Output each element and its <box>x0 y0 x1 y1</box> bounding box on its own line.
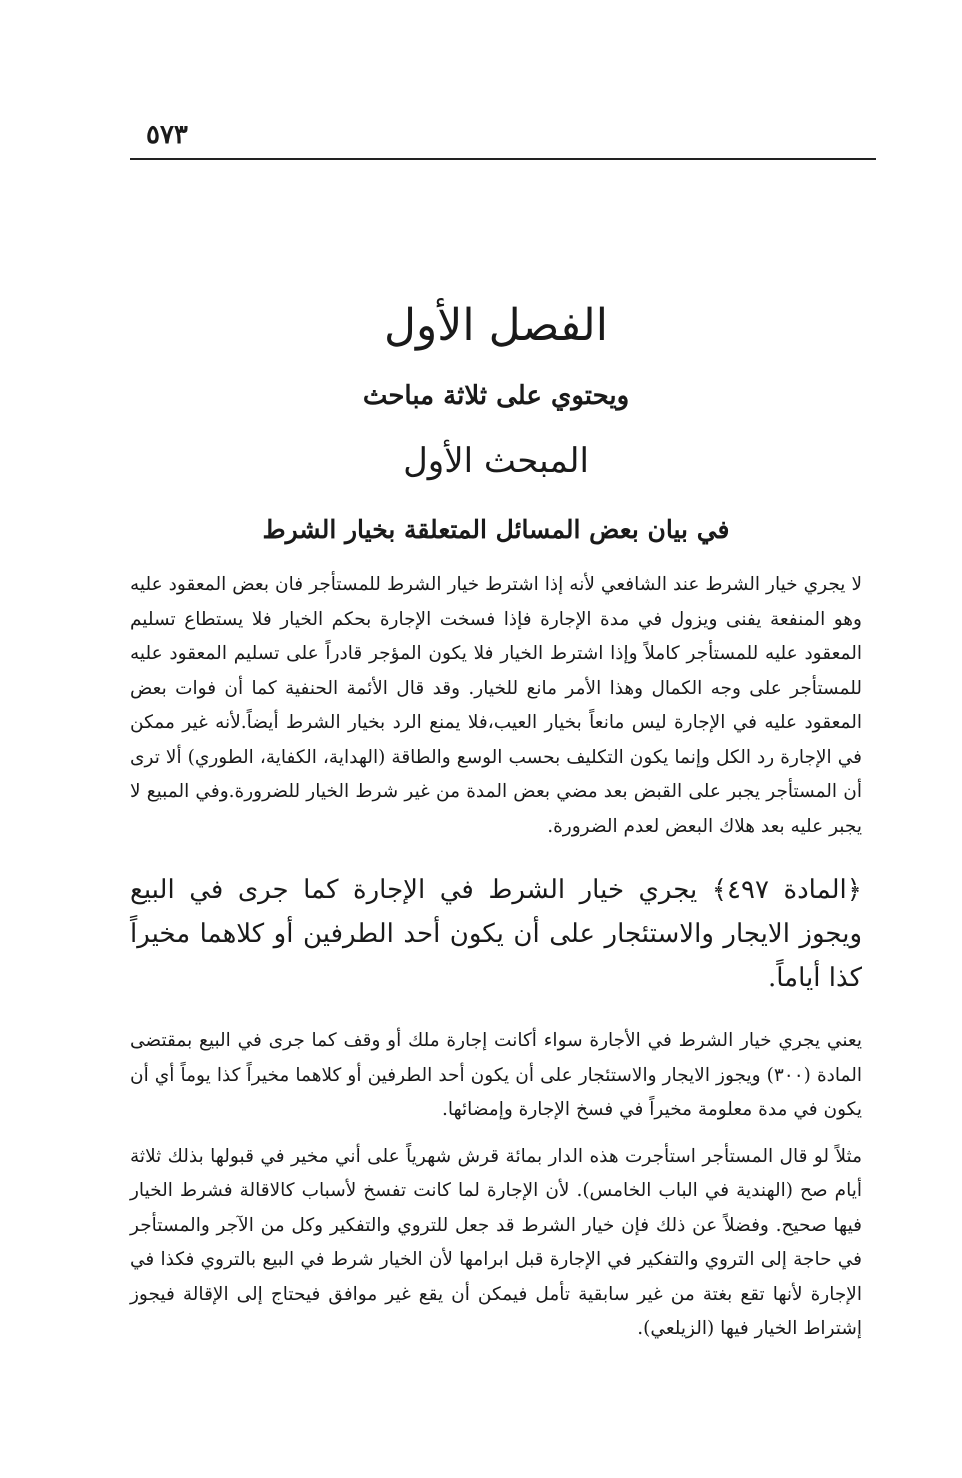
page-content <box>130 300 862 1371</box>
chapter-subtitle: ويحتوي على ثلاثة مباحث <box>362 381 630 411</box>
section-heading: في بيان بعض المسائل المتعلقة بخيار الشرط <box>262 515 730 544</box>
section-title: المبحث الأول <box>403 441 589 481</box>
explanation-paragraph: يعني يجري خيار الشرط في الأجارة سواء أكانت إجارة ملك أو وقف كما جرى في البيع بمقتضى المادة (٣٠٠) ويجوز الايجار والاستئجار على أن يكون أحد الطرفين أو كلاهما مخيراً كذا يوماً أي أن يكون في مدة معلومة مخيراً في فسخ الإجارة وإمضائها. <box>130 1030 863 1120</box>
page-number: ٥٧٣ <box>146 120 188 150</box>
article-497: ﴿المادة ٤٩٧﴾ يجري خيار الشرط في الإجارة كما جرى في البيع ويجوز الايجار والاستئجار على أن يكون أحد الطرفين أو كلاهما مخيراً كذا أياماً. <box>130 875 862 993</box>
example-paragraph: مثلاً لو قال المستأجر استأجرت هذه الدار بمائة قرش شهرياً على أني مخير في قبولها بذلك ثلاثة أيام صح (الهندية في الباب الخامس). لأن الإجارة لما كانت تفسخ لأسباب كالاقالة فشرط الخيار فيها صحيح. وفضلاً عن ذلك فإن خيار الشرط قد جعل للتروي والتفكير وكل من الآجر والمستأجر في حاجة إلى التروي والتفكير في الإجارة قبل ابرامها لأن الخيار شرط في البيع بالتروي فكذا في الإجارة لأنها تقع بغتة من غير سابقية تأمل فيمكن أن يقع غير موافق فيحتاج إلى الإقالة فيجوز إشتراط الخيار فيها (الزيلعي). <box>130 1145 862 1339</box>
chapter-title: الفصل الأول <box>384 300 608 351</box>
intro-paragraph: لا يجري خيار الشرط عند الشافعي لأنه إذا اشترط خيار الشرط للمستأجر فان بعض المعقود عليه وهو المنفعة يفنى ويزول في مدة الإجارة فإذا فسخت الإجارة بحكم الخيار فلا يستطاع تسليم المعقود عليه للمستأجر كاملاً وإذا اشترط الخيار فلا يكون المؤجر قادراً على تسليم المعقود عليه للمستأجر على وجه الكمال وهذا الأمر مانع للخيار. وقد قال الأئمة الحنفية كما أن فوات بعض المعقود عليه في الإجارة ليس مانعاً بخيار العيب،فلا يمنع الرد بخيار الشرط أيضاً.لأنه غير ممكن في الإجارة رد الكل وإنما يكون التكليف بحسب الوسع والطاقة (الهداية، الكفاية، الطوري) ألا ترى أن المستأجر يجبر على القبض بعد مضي بعض المدة من غير شرط الخيار للضرورة.وفي المبيع لا يجبر عليه بعد هلاك البعض لعدم الضرورة. <box>130 574 862 837</box>
header-rule <box>130 158 876 160</box>
